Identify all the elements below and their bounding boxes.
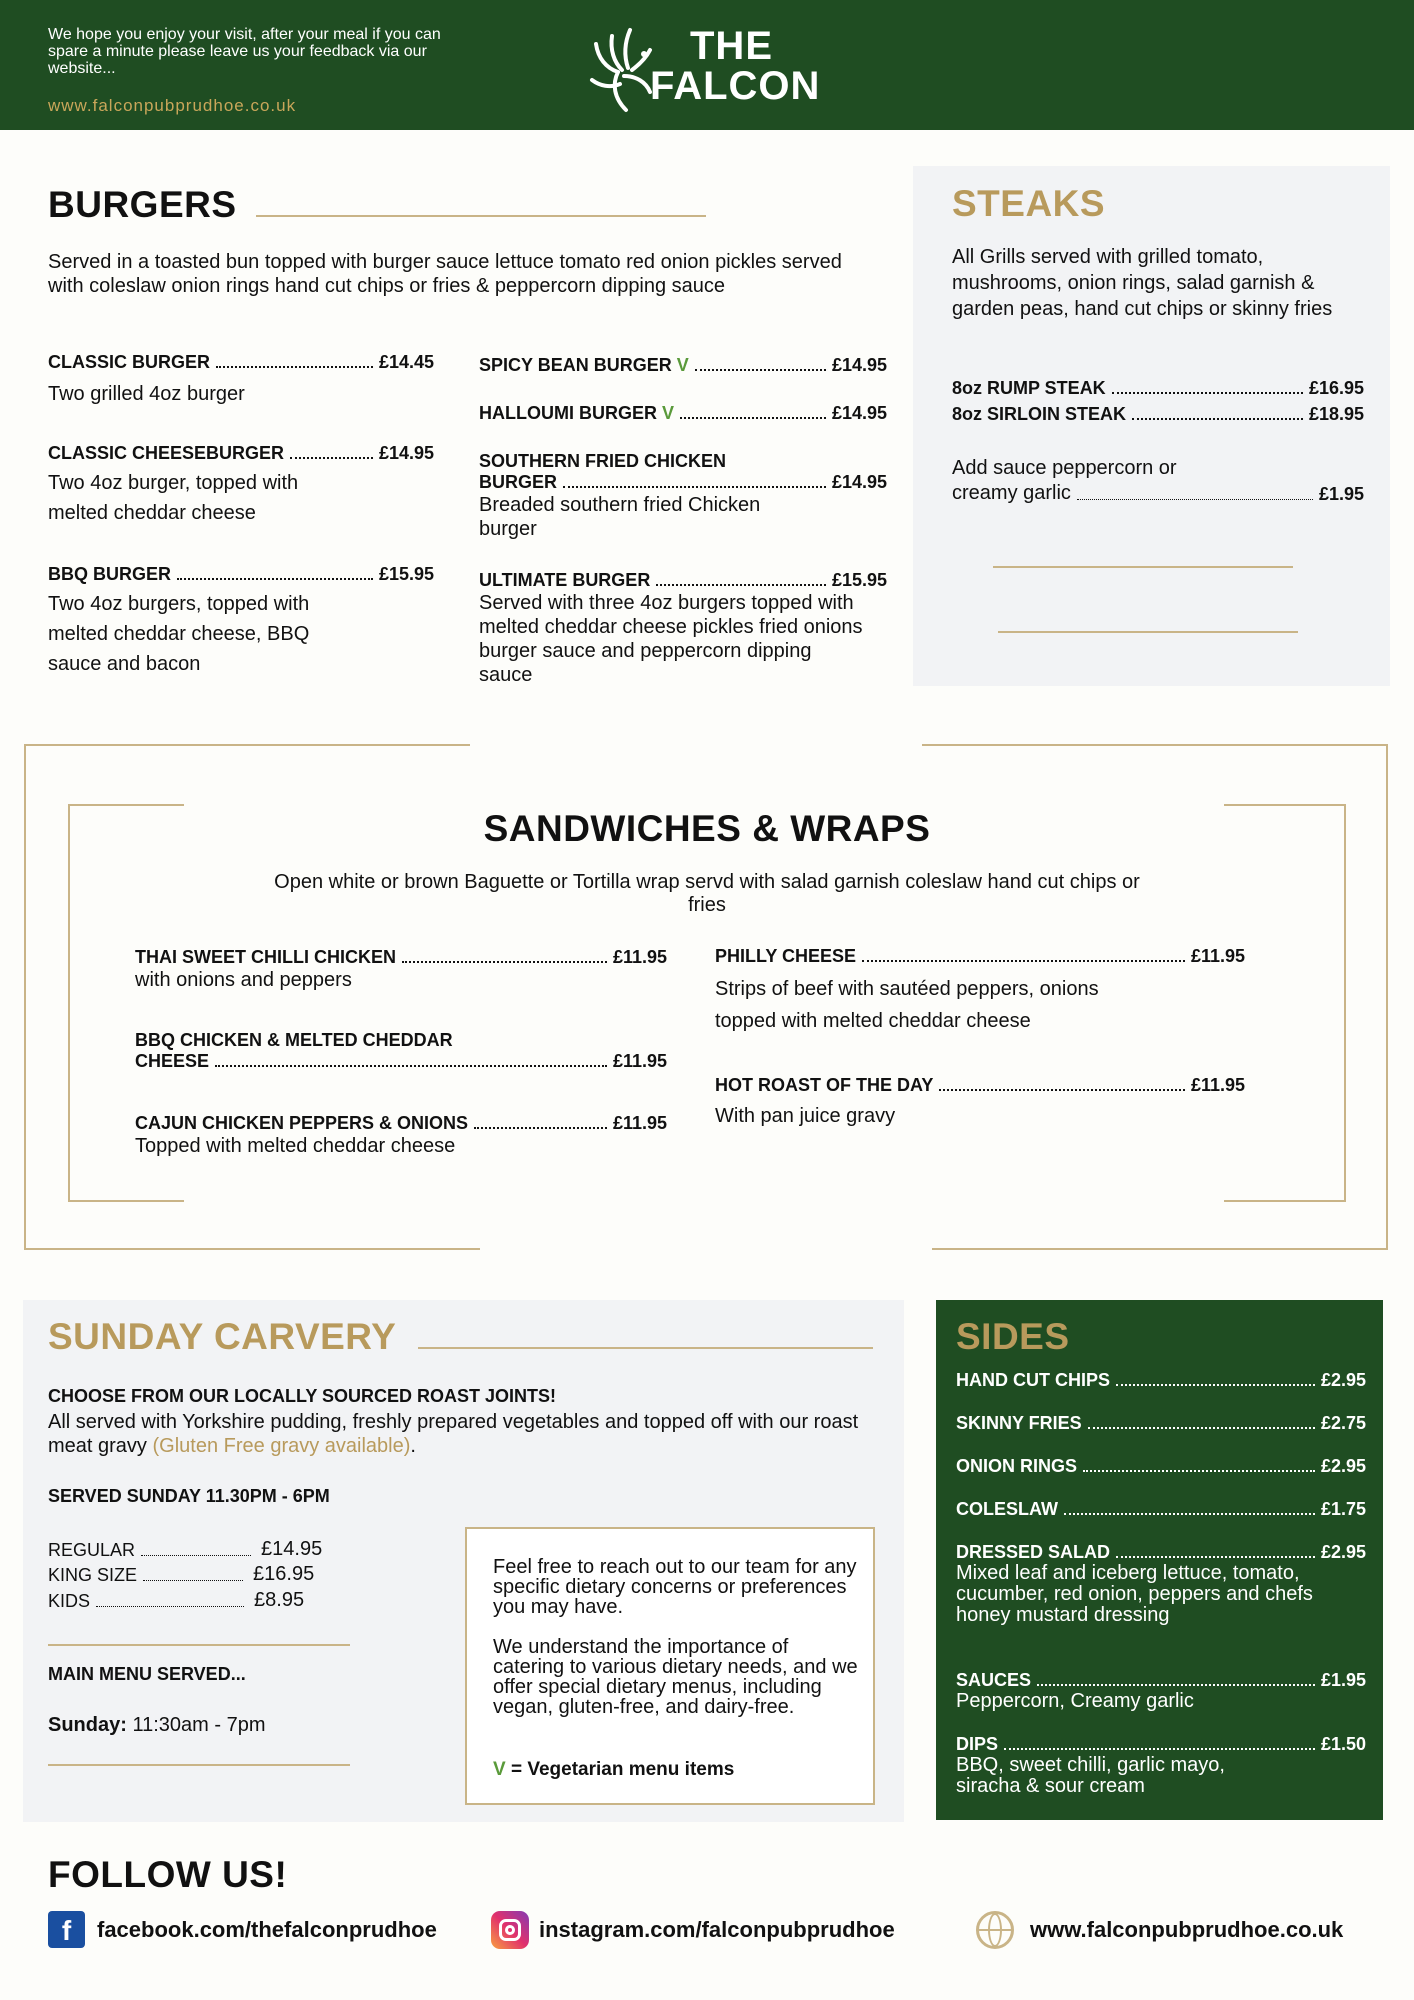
item-name-line: BBQ CHICKEN & MELTED CHEDDAR: [135, 1030, 453, 1050]
logo-wordmark: [650, 24, 821, 108]
item-name: KING SIZE: [48, 1565, 138, 1585]
carvery-title: SUNDAY CARVERY: [48, 1316, 397, 1357]
menu-item: [715, 946, 1245, 1037]
item-price: £11.95: [1190, 1075, 1245, 1095]
menu-item: [952, 378, 1364, 399]
item-price: £15.95: [831, 570, 887, 590]
item-desc: Served with three 4oz burgers topped with melted cheddar cheese pickles fried onions burger sauce and peppercorn dipping sauce: [479, 592, 863, 686]
item-price: £1.75: [1320, 1499, 1366, 1519]
item-name-line: SOUTHERN FRIED CHICKEN: [479, 451, 727, 471]
carvery-title-rule: [418, 1347, 873, 1349]
item-price: £11.95: [612, 1113, 667, 1133]
divider: [48, 1764, 350, 1766]
carvery-subtitle: CHOOSE FROM OUR LOCALLY SOURCED ROAST JOINTS!: [48, 1386, 557, 1406]
item-name: ULTIMATE BURGER: [479, 570, 651, 590]
item-desc: BBQ, sweet chilli, garlic mayo, siracha & sour cream: [956, 1754, 1225, 1797]
facebook-icon: f: [48, 1911, 85, 1948]
menu-item: [952, 404, 1364, 425]
item-price: £16.95: [1308, 378, 1364, 398]
carvery-price-row: [48, 1589, 338, 1612]
sunday-label: Sunday:: [48, 1714, 127, 1736]
sides-panel: [936, 1300, 1383, 1820]
globe-icon: [976, 1911, 1014, 1949]
instagram-url[interactable]: instagram.com/falconpubprudhoe: [539, 1917, 895, 1942]
instagram-icon: [491, 1911, 529, 1949]
item-name: THAI SWEET CHILLI CHICKEN: [135, 947, 396, 967]
item-price: £15.95: [378, 564, 434, 584]
item-price: £2.75: [1320, 1413, 1366, 1433]
item-price: £11.95: [1190, 946, 1245, 966]
item-price: £14.45: [378, 352, 434, 372]
carvery-description: All served with Yorkshire pudding, freshly prepared vegetables and topped off with our roast meat gravy: [48, 1411, 859, 1457]
carvery-panel: SUNDAY CARVERY CHOOSE FROM OUR LOCALLY SOURCED ROAST JOINTS! All served with Yorkshire pudding, freshly prepared vegetables and topped off with our roast meat gravy (Gluten Free gravy available). SERVED SUNDAY 11.30PM - 6PM REGULAR £14.95 KING SIZE £16.95 KIDS £8.95 MAIN MENU SERVED... Sunday: 11:30am - 7pm: [23, 1300, 904, 1822]
item-name: CHEESE: [135, 1051, 210, 1071]
facebook-link[interactable]: [48, 1911, 437, 1948]
item-name: 8oz RUMP STEAK: [952, 378, 1106, 398]
item-name: creamy garlic: [952, 482, 1071, 504]
side-item: [956, 1413, 1366, 1434]
divider: [998, 631, 1298, 633]
item-desc: Topped with melted cheddar cheese: [135, 1135, 456, 1157]
item-price: £14.95: [831, 472, 887, 492]
logo-line-2: FALCON: [650, 64, 821, 108]
item-name: HAND CUT CHIPS: [956, 1370, 1111, 1390]
item-name: BURGER: [479, 472, 558, 492]
item-name: DRESSED SALAD: [956, 1542, 1111, 1562]
menu-item: [479, 403, 887, 424]
carvery-price-row: [48, 1563, 338, 1586]
item-name: COLESLAW: [956, 1499, 1058, 1519]
vegetarian-note: = Vegetarian menu items: [510, 1759, 735, 1780]
item-name: CLASSIC CHEESEBURGER: [48, 443, 285, 463]
vegetarian-mark: V: [662, 403, 675, 423]
side-item: [956, 1370, 1366, 1391]
item-price: £1.50: [1320, 1734, 1366, 1754]
menu-item: [479, 451, 887, 541]
item-desc: Mixed leaf and iceberg lettuce, tomato, cucumber, red onion, peppers and chefs honey mustard dressing: [956, 1562, 1313, 1626]
item-desc: Two grilled 4oz burger: [48, 383, 245, 405]
item-name: DIPS: [956, 1734, 999, 1754]
dietary-text-2: We understand the importance of catering to various dietary needs, and we offer special dietary menus, including vegan, gluten-free, and dairy-free.: [493, 1636, 858, 1718]
sandwiches-title: SANDWICHES & WRAPS: [483, 808, 931, 849]
side-item: [956, 1499, 1366, 1520]
facebook-url[interactable]: facebook.com/thefalconprudhoe: [97, 1916, 437, 1942]
item-name: KIDS: [48, 1591, 91, 1611]
item-name: SKINNY FRIES: [956, 1413, 1082, 1433]
item-desc: Two 4oz burgers, topped with melted cheddar cheese, BBQ sauce and bacon: [48, 593, 310, 675]
side-item: [956, 1542, 1366, 1626]
item-name: REGULAR: [48, 1540, 136, 1560]
item-desc: Strips of beef with sautéed peppers, onions topped with melted cheddar cheese: [715, 978, 1099, 1032]
menu-item: [479, 355, 887, 376]
item-price: £2.95: [1320, 1456, 1366, 1476]
steaks-panel: [913, 166, 1390, 686]
steaks-title: STEAKS: [952, 183, 1106, 224]
sunday-hours: 11:30am - 7pm: [132, 1714, 266, 1736]
item-price: £16.95: [253, 1563, 315, 1585]
header-website-link[interactable]: www.falconpubprudhoe.co.uk: [48, 96, 297, 115]
item-price: £14.95: [261, 1538, 323, 1560]
sandwiches-description: Open white or brown Baguette or Tortilla wrap servd with salad garnish coleslaw hand cut chips or fries: [274, 871, 1140, 916]
item-price: £1.95: [1318, 484, 1364, 504]
item-price: £14.95: [378, 443, 434, 463]
item-price: £1.95: [1320, 1670, 1366, 1690]
menu-item: [479, 570, 887, 687]
burgers-description: Served in a toasted bun topped with burger sauce lettuce tomato red onion pickles served with coleslaw onion rings hand cut chips or fries & peppercorn dipping sauce: [48, 251, 842, 297]
vegetarian-mark: V: [493, 1759, 506, 1780]
item-price: £14.95: [831, 355, 887, 375]
side-item: [956, 1734, 1366, 1797]
logo-line-1: THE: [690, 24, 773, 68]
menu-item: [48, 352, 434, 409]
item-price: £11.95: [612, 947, 667, 967]
item-desc: Peppercorn, Creamy garlic: [956, 1690, 1194, 1712]
item-desc: With pan juice gravy: [715, 1105, 896, 1127]
item-name: 8oz SIRLOIN STEAK: [952, 404, 1127, 424]
carvery-price-row: [48, 1538, 338, 1561]
item-price: £14.95: [831, 403, 887, 423]
website-link[interactable]: [976, 1911, 1343, 1949]
item-price: £18.95: [1308, 404, 1364, 424]
item-name: SAUCES: [956, 1670, 1032, 1690]
item-name: CAJUN CHICKEN PEPPERS & ONIONS: [135, 1113, 469, 1133]
item-desc: Two 4oz burger, topped with melted cheddar cheese: [48, 472, 299, 524]
dietary-info-box: [465, 1527, 875, 1805]
side-item: [956, 1670, 1366, 1712]
carvery-served-time: SERVED SUNDAY 11.30PM - 6PM: [48, 1486, 330, 1506]
header-intro: We hope you enjoy your visit, after your meal if you can spare a minute please leave us your feedback via our website...: [48, 26, 441, 77]
menu-item: [135, 1030, 667, 1072]
item-price: £2.95: [1320, 1542, 1366, 1562]
gluten-free-note: (Gluten Free gravy available): [152, 1435, 411, 1457]
item-price: £8.95: [254, 1589, 305, 1611]
main-menu-served: MAIN MENU SERVED...: [48, 1664, 246, 1684]
item-name: PHILLY CHEESE: [715, 946, 857, 966]
divider: [993, 566, 1293, 568]
item-name: CLASSIC BURGER: [48, 352, 211, 372]
menu-item: [48, 443, 434, 528]
item-name: HOT ROAST OF THE DAY: [715, 1075, 934, 1095]
sides-title: SIDES: [956, 1316, 1070, 1357]
menu-item: [48, 564, 434, 679]
item-price: £11.95: [612, 1051, 667, 1071]
header-bar: [0, 0, 1414, 130]
menu-item: [952, 482, 1364, 505]
item-price: £2.95: [1320, 1370, 1366, 1390]
burgers-title-rule: [256, 215, 706, 217]
side-item: [956, 1456, 1366, 1477]
divider: [48, 1644, 350, 1646]
burgers-title: BURGERS: [48, 184, 237, 225]
item-name: SPICY BEAN BURGER: [479, 355, 672, 375]
dietary-text-1: Feel free to reach out to our team for any specific dietary concerns or preferences you may have.: [493, 1556, 857, 1618]
item-desc: with onions and peppers: [135, 969, 352, 991]
item-name: BBQ BURGER: [48, 564, 172, 584]
menu-item: [135, 1113, 667, 1158]
item-name: ONION RINGS: [956, 1456, 1078, 1476]
menu-item: [135, 947, 667, 992]
item-desc: Breaded southern fried Chicken burger: [479, 494, 761, 540]
steaks-description: All Grills served with grilled tomato, mushrooms, onion rings, salad garnish & garden peas, hand cut chips or skinny fries: [952, 246, 1333, 320]
website-url[interactable]: www.falconpubprudhoe.co.uk: [1030, 1917, 1344, 1942]
sauce-note: Add sauce peppercorn or: [952, 457, 1177, 479]
menu-item: [715, 1075, 1245, 1128]
instagram-link[interactable]: [491, 1911, 895, 1949]
follow-title: FOLLOW US!: [48, 1854, 288, 1895]
item-name: HALLOUMI BURGER: [479, 403, 657, 423]
vegetarian-mark: V: [676, 355, 689, 375]
